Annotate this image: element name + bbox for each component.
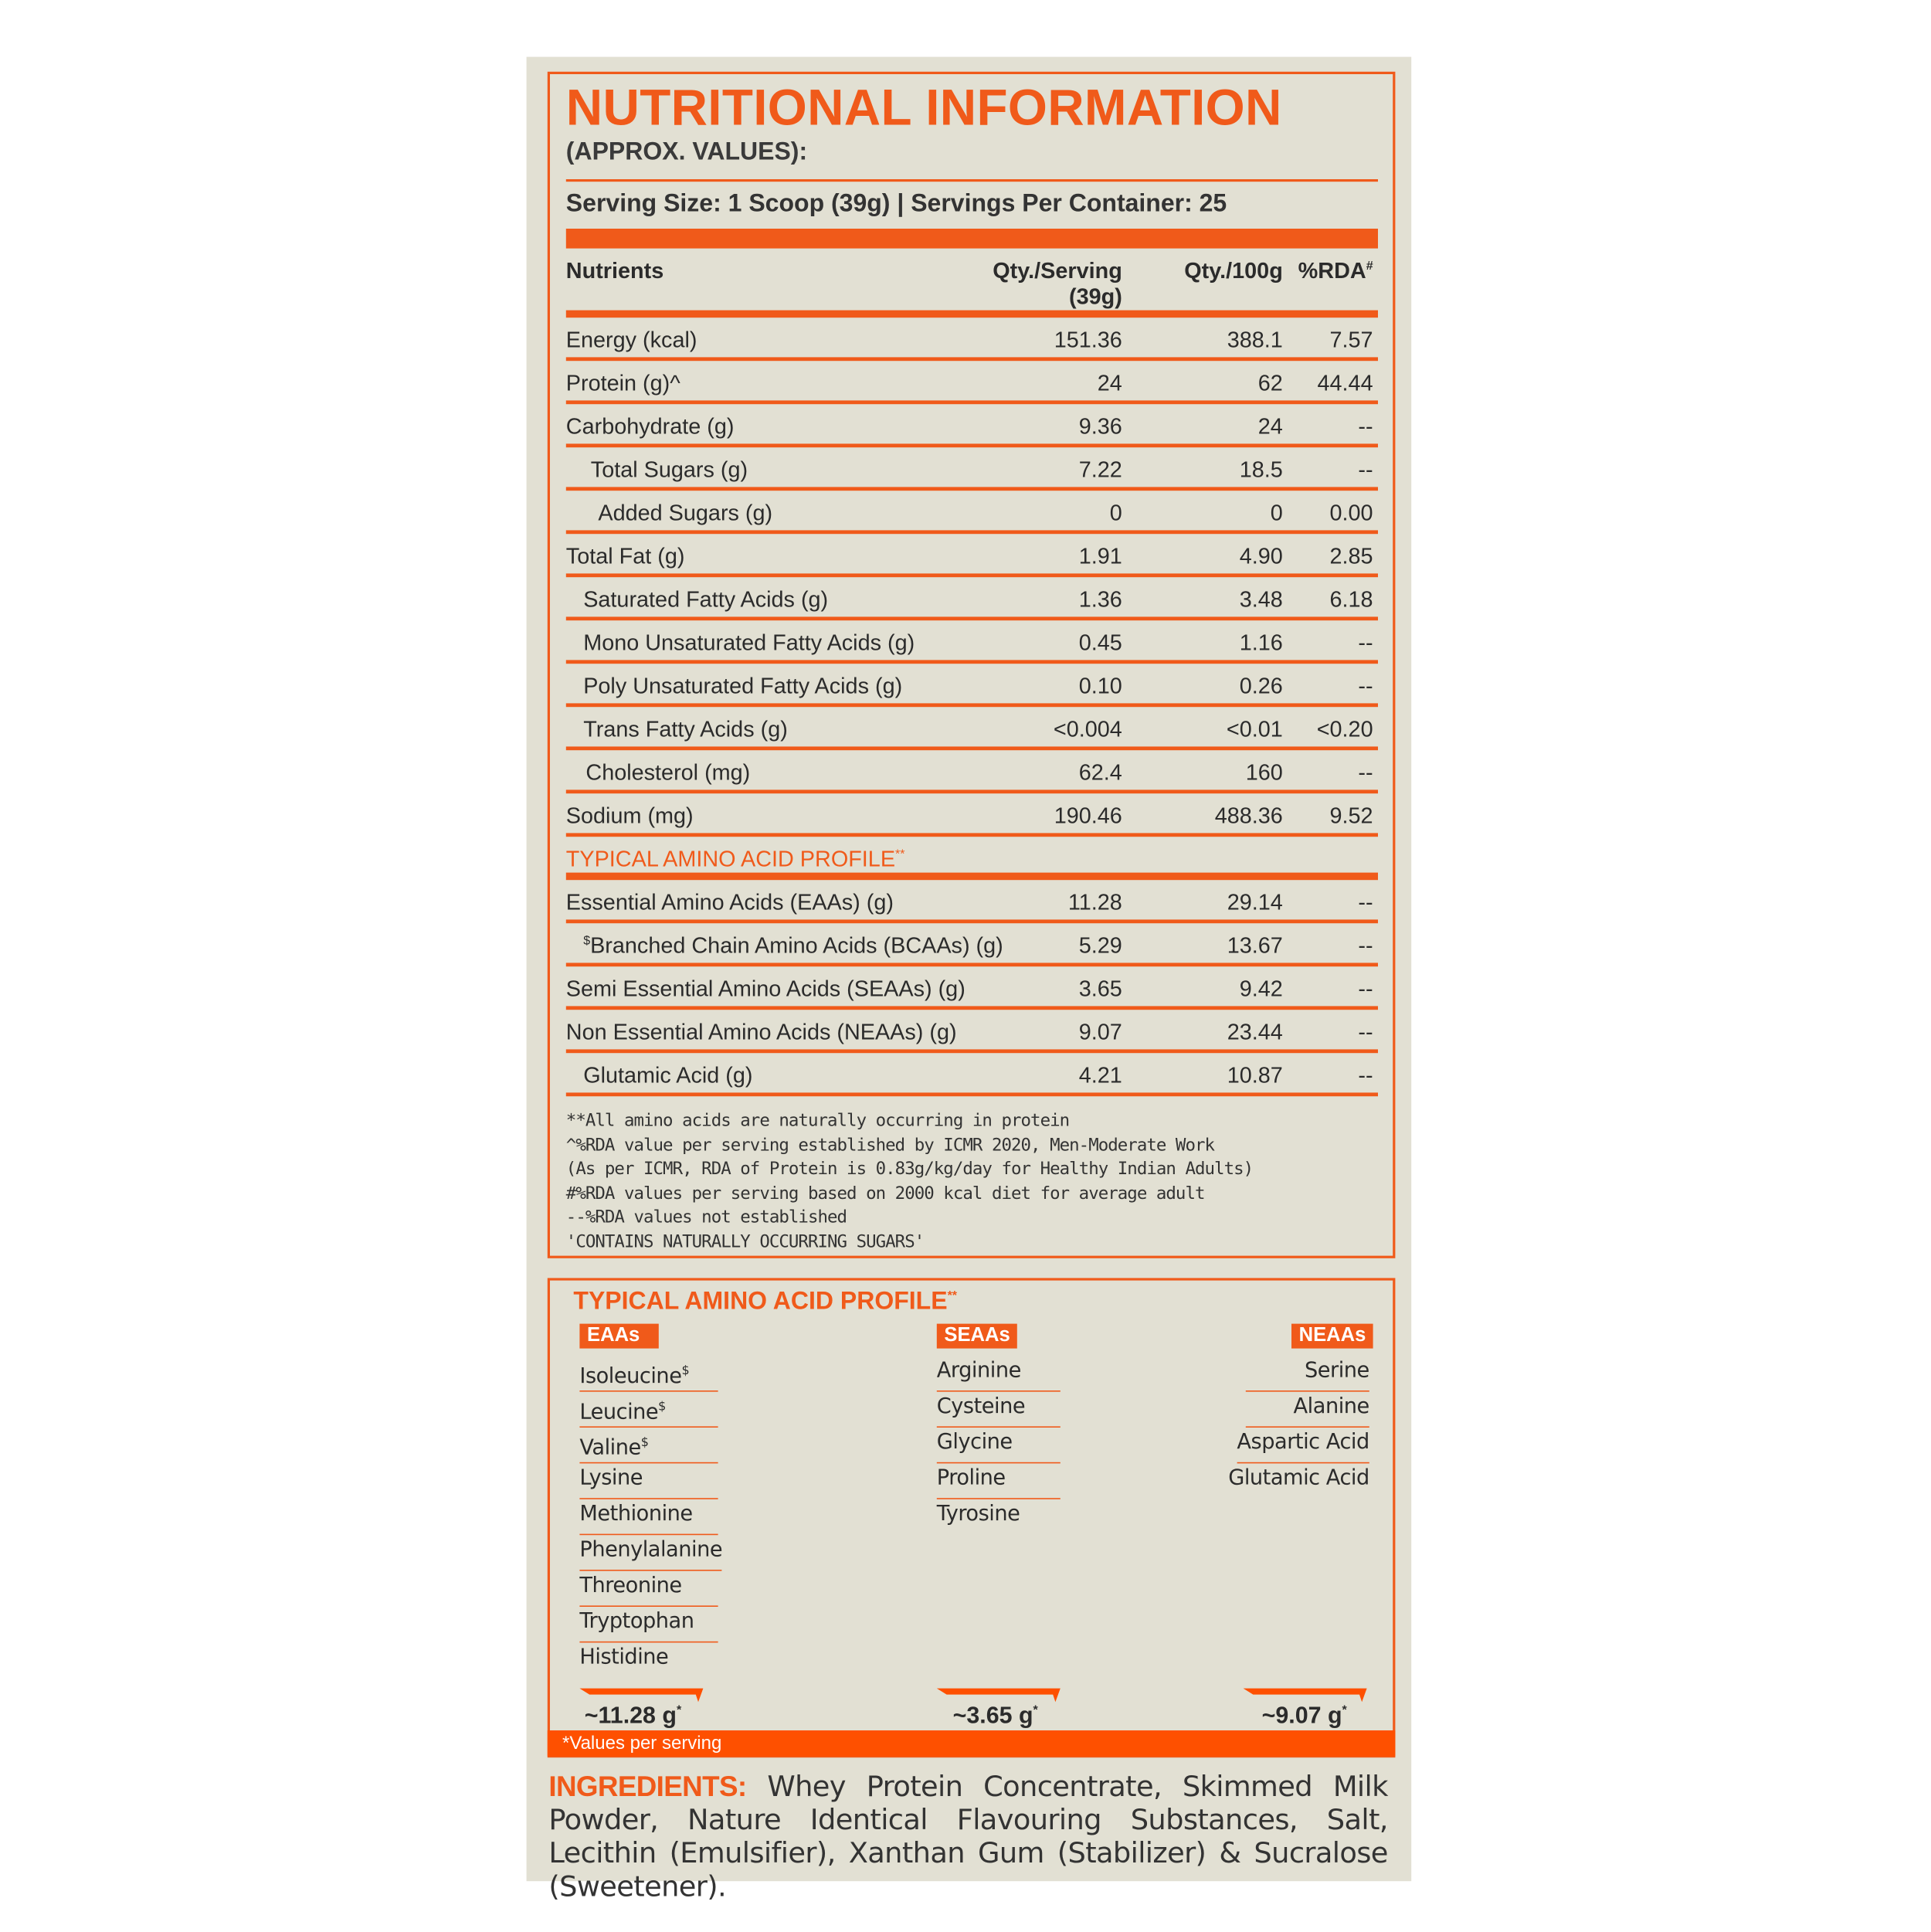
row-rda: 7.57 [1329,328,1373,352]
row-nutrient [566,976,966,1003]
eaas-item [579,1426,718,1463]
row-nutrient [566,1020,957,1046]
footnote: (As per ICMR, RDA of Protein is 0.83g/kg/day for Healthy Indian Adults) [565,1159,1254,1180]
row-nutrient [583,674,902,700]
row-nutrient-name: Trans Fatty Acids (g) [583,717,788,742]
header-per-serving [993,258,1122,310]
row-rda: -- [1358,890,1373,915]
amino-profile-title-label: TYPICAL AMINO ACID PROFILE [573,1288,948,1316]
row-nutrient-name: Added Sugars (g) [598,501,773,525]
table-row [566,534,1378,577]
row-per-100g: 10.87 [1227,1063,1283,1088]
footnote: #%RDA values per serving based on 2000 kcal diet for average adult [565,1183,1205,1204]
row-per-serving: 9.07 [1078,1020,1122,1044]
eaas-total [585,1703,681,1730]
values-per-serving-bar [548,1730,1396,1757]
seaas-total [953,1703,1038,1730]
row-nutrient [566,544,685,570]
header-rda-sup: # [1366,260,1373,273]
row-per-serving: 5.29 [1078,933,1122,958]
amino-name: Leucine [579,1400,659,1425]
seaas-item [937,1390,1061,1428]
row-nutrient-name: Non Essential Amino Acids (NEAAs) (g) [565,1020,957,1044]
row-nutrient-name: Cholesterol (mg) [585,760,751,785]
eaas-item [579,1605,718,1642]
row-nutrient-name: Poly Unsaturated Fatty Acids (g) [583,674,903,698]
amino-name: Tryptophan [579,1609,694,1635]
footnote: ^%RDA value per serving established by ICMR 2020, Men-Moderate Work [565,1135,1215,1156]
table-row [566,664,1378,707]
bcaa-sup: $ [681,1364,690,1378]
row-nutrient [585,760,750,786]
row-per-serving: 0.45 [1078,630,1122,655]
header-per-serving-line2: (39g) [1068,284,1122,309]
amino-name: Lysine [579,1465,643,1491]
row-nutrient [583,1063,752,1089]
row-per-serving: 0.10 [1078,674,1122,698]
eaas-item [579,1534,722,1571]
label-title: NUTRITIONAL INFORMATION [565,79,1282,136]
orange-bar [566,229,1378,249]
table-row [566,620,1378,664]
header-rda-label: %RDA [1298,258,1366,284]
row-nutrient-name: Carbohydrate (g) [565,414,735,439]
row-per-100g: 0.26 [1239,674,1283,698]
eaas-item [579,1498,718,1535]
amino-profile-title [573,1288,957,1316]
row-per-serving: 24 [1097,371,1122,396]
neaas-item [1246,1355,1369,1392]
row-nutrient [566,803,694,830]
table-row [566,750,1378,793]
row-nutrient-name: Branched Chain Amino Acids (BCAAs) (g) [590,933,1003,958]
row-per-serving: 1.91 [1078,544,1122,569]
row-nutrient [566,890,894,916]
eaas-item [579,1642,718,1677]
row-per-serving: 190.46 [1054,803,1122,828]
row-per-100g: 1.16 [1239,630,1283,655]
row-per-serving: 3.65 [1078,976,1122,1001]
row-per-100g: 4.90 [1239,544,1283,569]
neaas-item [1246,1390,1369,1428]
row-per-100g: 62 [1257,371,1283,396]
values-per-serving-note: *Values per serving [562,1733,722,1754]
amino-name: Aspartic Acid [1237,1430,1369,1455]
row-nutrient [583,587,828,613]
row-per-100g: 13.67 [1227,933,1283,958]
divider [566,1092,1378,1096]
row-per-serving: 7.22 [1078,457,1122,482]
footnotes [566,1110,1253,1255]
neaas-arrow-icon [1244,1686,1372,1703]
row-rda: -- [1358,1063,1373,1088]
amino-name: Serine [1304,1358,1369,1384]
row-rda: 2.85 [1329,544,1373,569]
amino-name: Glycine [936,1430,1013,1455]
amino-profile-box [548,1278,1396,1757]
row-per-serving: 0 [1109,501,1122,525]
table-row [566,491,1378,534]
row-rda: -- [1358,414,1373,439]
amino-header-sup: ** [895,847,905,862]
amino-header-row [566,837,1378,880]
row-per-100g: 23.44 [1227,1020,1283,1044]
footnote: **All amino acids are naturally occurring in protein [565,1111,1070,1131]
header-nutrients: Nutrients [565,258,664,284]
table-row [566,923,1378,966]
table-header [566,249,1378,318]
footnote: --%RDA values not established [565,1207,847,1227]
amino-name: Arginine [936,1358,1021,1384]
seaas-item [937,1355,1061,1392]
row-per-100g: <0.01 [1226,717,1283,742]
neaas-item [1228,1462,1369,1498]
eaas-item [579,1355,718,1392]
row-per-serving: 62.4 [1078,760,1122,785]
amino-name: Valine [579,1435,641,1461]
header-rda [1298,258,1373,284]
amino-name: Methionine [579,1502,693,1526]
amino-name: Cysteine [936,1394,1026,1419]
row-rda: -- [1358,933,1373,958]
row-per-100g: 488.36 [1214,803,1283,828]
row-nutrient [583,933,1003,959]
row-rda: -- [1358,976,1373,1001]
row-per-100g: 9.42 [1239,976,1283,1001]
table-row [566,447,1378,491]
table-row [566,1053,1378,1096]
row-rda: <0.20 [1316,717,1373,742]
amino-name: Phenylalanine [579,1537,723,1563]
seaas-item [937,1462,1061,1499]
amino-header [566,847,905,873]
amino-name: Isoleucine [579,1363,682,1389]
row-rda: -- [1358,457,1373,482]
row-per-serving: 1.36 [1078,587,1122,612]
ingredients [548,1770,1387,1904]
amino-profile-title-sup: ** [947,1289,958,1303]
row-nutrient [566,328,697,354]
divider [566,311,1378,318]
ingredients-label: INGREDIENTS: [548,1770,747,1802]
total-sup: * [1342,1703,1347,1718]
neaas-total [1262,1703,1347,1730]
row-per-serving: 11.28 [1067,890,1122,915]
eaas-tag: EAAs [579,1324,658,1349]
row-nutrient [591,457,748,484]
footnote: 'CONTAINS NATURALLY OCCURRING SUGARS' [565,1231,925,1251]
neaas-item [1237,1426,1369,1463]
serving-info: Serving Size: 1 Scoop (39g) | Servings Per Container: 25 [565,190,1227,218]
bcaa-sup: $ [658,1400,666,1414]
eaas-arrow-icon [579,1686,708,1703]
table-row [566,1010,1378,1053]
amino-name: Alanine [1293,1394,1369,1419]
row-nutrient-name: Saturated Fatty Acids (g) [583,587,829,612]
table-row [566,361,1378,404]
row-nutrient-name: Total Sugars (g) [590,457,748,482]
neaas-tag: NEAAs [1291,1324,1373,1349]
row-per-serving: 4.21 [1078,1063,1122,1088]
row-nutrient-name: Glutamic Acid (g) [583,1063,753,1088]
table-row [566,707,1378,750]
row-rda: 9.52 [1329,803,1373,828]
seaas-total-value: ~3.65 g [952,1703,1033,1730]
row-nutrient [566,414,735,440]
row-rda: -- [1358,760,1373,785]
header-per-100g: Qty./100g [1184,258,1283,284]
header-per-serving-line1: Qty./Serving [993,258,1122,284]
row-per-serving: 9.36 [1078,414,1122,439]
row-per-100g: 18.5 [1239,457,1283,482]
eaas-item [579,1390,718,1428]
row-rda: -- [1358,674,1373,698]
divider [566,873,1378,881]
amino-name: Glutamic Acid [1228,1465,1369,1491]
table-row [566,966,1378,1010]
amino-name: Threonine [579,1573,682,1598]
row-nutrient [598,501,772,527]
seaas-arrow-icon [937,1686,1065,1703]
row-per-100g: 160 [1245,760,1283,785]
seaas-item [937,1426,1061,1463]
total-sup: * [1033,1703,1038,1718]
amino-name: Histidine [579,1645,669,1670]
row-name-sup: $ [583,934,591,949]
row-nutrient [583,717,788,743]
row-nutrient-name: Sodium (mg) [565,803,694,828]
amino-header-label: TYPICAL AMINO ACID PROFILE [565,847,896,871]
row-nutrient-name: Total Fat (g) [565,544,685,569]
row-nutrient [583,630,915,657]
row-nutrient [566,371,680,397]
row-nutrient-name: Semi Essential Amino Acids (SEAAs) (g) [565,976,966,1001]
row-rda: 44.44 [1317,371,1373,396]
eaas-item [579,1570,718,1607]
nutrition-table-box [548,72,1396,1258]
seaas-tag: SEAAs [937,1324,1018,1349]
row-nutrient-name: Mono Unsaturated Fatty Acids (g) [583,630,915,655]
divider [566,179,1378,182]
bcaa-sup: $ [640,1436,649,1450]
eaas-item [579,1462,718,1499]
amino-name: Tyrosine [936,1502,1020,1526]
row-nutrient-name: Essential Amino Acids (EAAs) (g) [565,890,894,915]
eaas-total-value: ~11.28 g [584,1703,677,1730]
row-per-100g: 3.48 [1239,587,1283,612]
table-row [566,793,1378,837]
row-per-serving: <0.004 [1053,717,1122,742]
row-nutrient-name: Protein (g)^ [565,371,680,396]
table-row [566,880,1378,923]
row-nutrient-name: Energy (kcal) [565,328,697,352]
row-per-100g: 29.14 [1227,890,1283,915]
total-sup: * [676,1703,682,1718]
neaas-total-value: ~9.07 g [1261,1703,1342,1730]
amino-name: Proline [936,1465,1006,1491]
row-rda: 6.18 [1329,587,1373,612]
row-per-100g: 0 [1270,501,1283,525]
row-per-100g: 388.1 [1227,328,1283,352]
row-rda: -- [1358,1020,1373,1044]
seaas-item [937,1498,1061,1533]
row-per-serving: 151.36 [1054,328,1122,352]
row-rda: -- [1358,630,1373,655]
ingredients-text: Whey Protein Concentrate, Skimmed Milk Powder, Nature Identical Flavouring Substances, Salt, Lecithin (Emulsifier), Xanthan Gum (Stabilizer) & Sucralose (Sweetener). [548,1771,1388,1903]
row-per-100g: 24 [1257,414,1283,439]
nutrition-label [527,57,1412,1903]
table-row [566,317,1378,361]
table-row [566,577,1378,620]
label-subtitle: (APPROX. VALUES): [565,138,808,166]
table-row [566,404,1378,447]
row-rda: 0.00 [1329,501,1373,525]
